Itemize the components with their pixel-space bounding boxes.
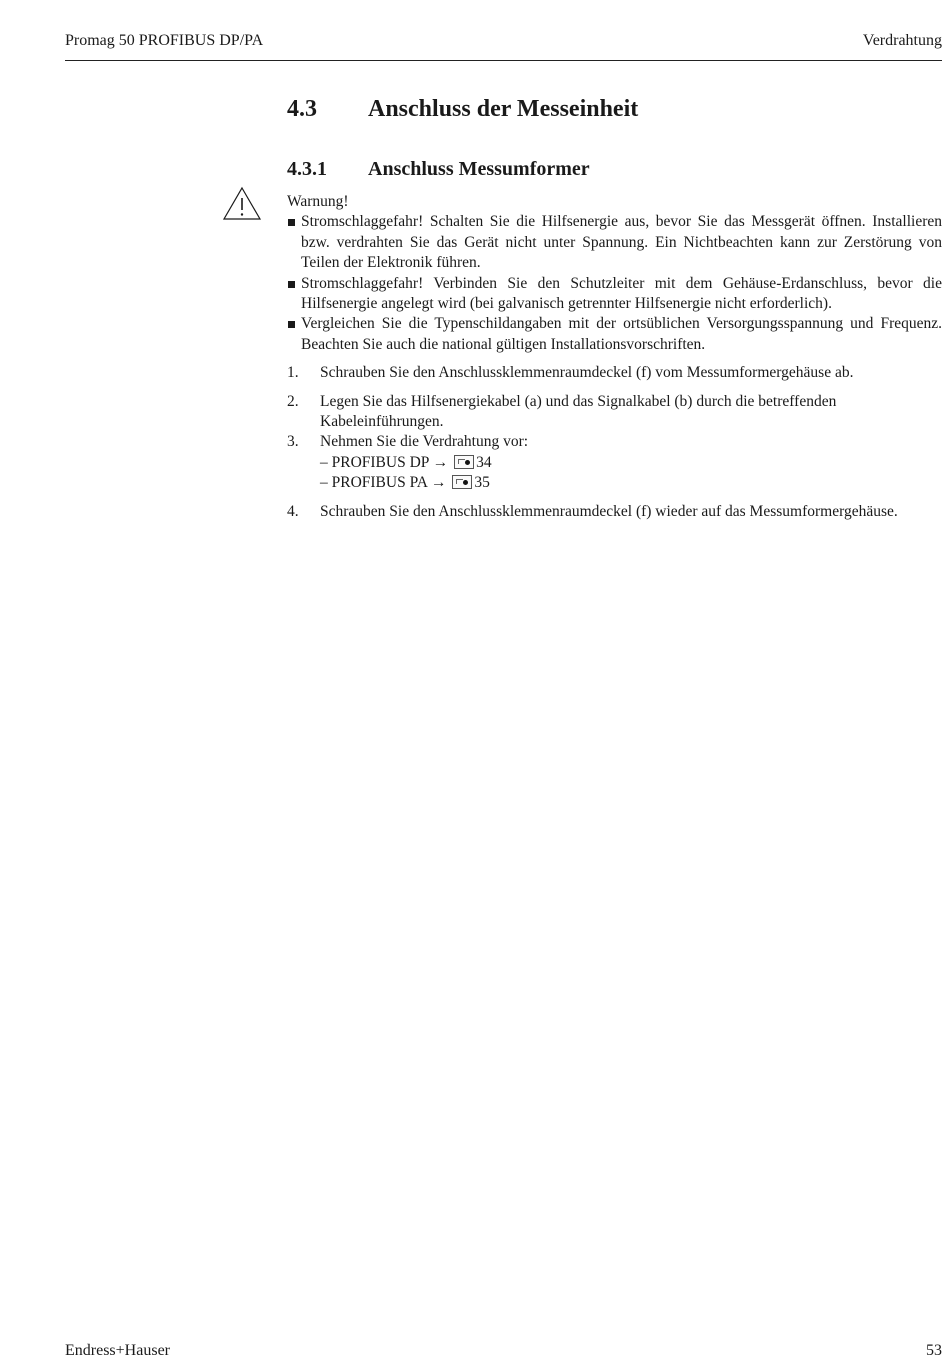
step-item [287,432,942,493]
step-item [287,363,942,383]
step-text: Nehmen Sie die Verdrahtung vor: [320,433,529,451]
footer-company: Endress+Hauser [65,1342,170,1359]
main-content [287,192,942,530]
warning-list [287,212,942,355]
subsection-number: 4.3.1 [287,158,327,180]
section-number: 4.3 [287,96,317,122]
document-title: Promag 50 PROFIBUS DP/PA [65,32,264,49]
page-number: 53 [926,1342,942,1359]
step-text: Schrauben Sie den Anschlussklemmenraumdeckel (f) vom Messumformergehäuse ab. [320,364,854,382]
section-title: Anschluss der Messeinheit [368,96,639,122]
section-heading [287,96,638,123]
step-number: 4. [287,502,299,520]
page-reference-icon [452,475,472,489]
page-header [65,32,942,61]
warning-triangle-icon [222,186,262,222]
warning-item: Stromschlaggefahr! Schalten Sie die Hilfsenergie aus, bevor Sie das Messgerät öffnen. Installieren bzw. verdrahten Sie das Gerät nicht unter Spannung. Ein Nichtbeachten kann zur Zerstörung von Teilen der Elektronik führen. [287,212,942,273]
warning-label: Warnung! [287,193,349,210]
cross-reference-pa[interactable]: – PROFIBUS PA → 35 [320,474,490,492]
procedure-steps [287,363,942,522]
warning-item: Vergleichen Sie die Typenschildangaben mit der ortsüblichen Versorgungsspannung und Frequenz. Beachten Sie auch die national gültigen Installationsvorschriften. [287,314,942,355]
arrow-right-icon: → [431,474,447,492]
bullet-square-icon [288,321,295,328]
bullet-square-icon [288,281,295,288]
step-text: Schrauben Sie den Anschlussklemmenraumdeckel (f) wieder auf das Messumformergehäuse. [320,502,898,520]
step-number: 1. [287,364,299,382]
step-text: Legen Sie das Hilfsenergiekabel (a) und das Signalkabel (b) durch die betreffenden Kabeleinführungen. [320,392,837,431]
step-number: 3. [287,433,299,451]
bullet-square-icon [288,219,295,226]
cross-reference-dp[interactable]: – PROFIBUS DP → 34 [320,453,492,471]
chapter-title: Verdrahtung [862,32,942,49]
step-number: 2. [287,392,299,410]
page-reference-icon [454,455,474,469]
step-item [287,392,942,433]
page-number-ref: 34 [476,453,492,471]
arrow-right-icon: → [432,453,449,471]
subsection-title: Anschluss Messumformer [368,158,590,180]
step-item [287,502,942,522]
page-number-ref: 35 [474,474,490,492]
subsection-heading [287,158,590,181]
warning-item: Stromschlaggefahr! Verbinden Sie den Schutzleiter mit dem Gehäuse-Erdanschluss, bevor die Hilfsenergie angelegt wird (bei galvanisch getrennter Hilfsenergie nicht erforderlich). [287,274,942,315]
